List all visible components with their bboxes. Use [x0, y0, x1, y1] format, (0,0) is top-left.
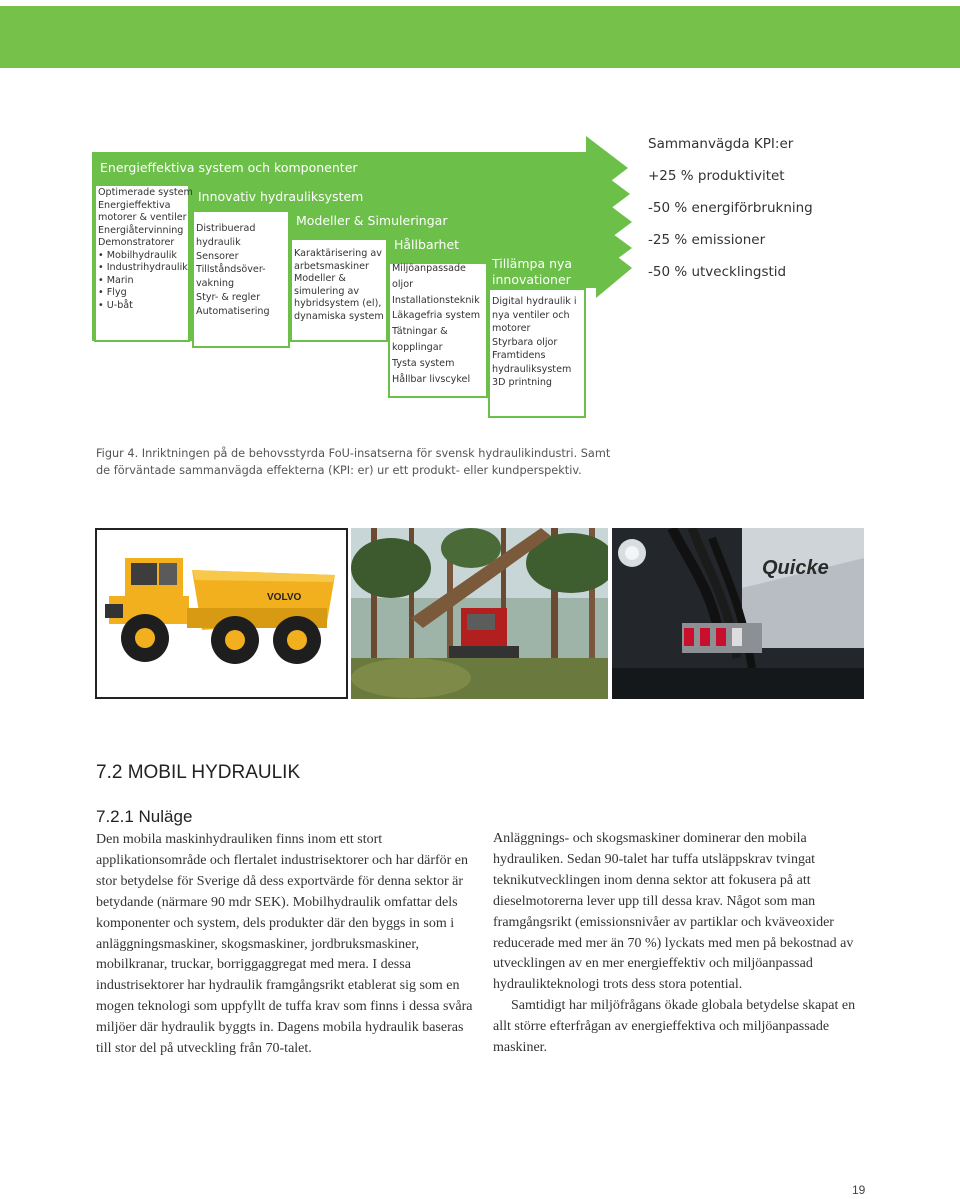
stage-title-3: Modeller & Simuleringar: [296, 213, 448, 228]
stage-list-1: Optimerade system Energieffektiva motorer & ventiler Energiåtervinning Demonstratorer • Mobilhydraulik • Industrihydraulik • Marin • Flyg • U-båt: [98, 187, 193, 311]
stage-list-2: Distribuerad hydraulik Sensorer Tillståndsöver- vakning Styr- & regler Automatisering: [196, 223, 270, 317]
page-number: 19: [852, 1183, 866, 1197]
stage-list-5: Digital hydraulik i nya ventiler och motorer Styrbara oljor Framtidens hydrauliksystem 3D printning: [492, 296, 577, 388]
research-direction-diagram: [92, 136, 632, 431]
photo-articulated-dumper: [95, 528, 348, 699]
body-column-right: [493, 829, 868, 1059]
body-column-left: [96, 830, 476, 1060]
kpi-title: Sammanvägda KPI:er: [648, 136, 794, 152]
stage-list-4: Miljöanpassade oljor Installationsteknik Läkagefria system Tätningar & kopplingar Tysta system Hållbar livscykel: [392, 263, 481, 385]
photo-tractor-hydraulics: [612, 528, 864, 699]
stage-title-5a: Tillämpa nya: [492, 256, 573, 271]
section-heading: 7.2 MOBIL HYDRAULIK: [96, 762, 301, 783]
kpi-item: -25 % emissioner: [648, 232, 766, 248]
body-paragraph: Samtidigt har miljöfrågans ökade globala betydelse skapat en allt större efterfrågan av energieffektiva och miljöanpassade maskiner.: [493, 998, 856, 1056]
stage-list-3: Karaktärisering av arbetsmaskiner Modeller & simulering av hybridsystem (el), dynamiska system: [294, 248, 384, 322]
stage-title-5b: innovationer: [492, 272, 571, 287]
header-green-bar: [0, 6, 960, 68]
figure-caption: Figur 4. Inriktningen på de behovsstyrda FoU-insatserna för svensk hydraulikindustri. Samt de förväntade sammanvägda effekterna (KPI: er) ur ett produkt- eller kundperspektiv.: [96, 447, 611, 477]
photo-forest-harvester: [351, 528, 608, 699]
body-paragraph: Den mobila maskinhydrauliken finns inom ett stort applikationsområde och flertalet industrisektorer och har därför en stor betydelse för Sverige då dess exportvärde för denna sektor är betydande (närmare 90 mdr SEK). Mobilhydraulik omfattar dels komponenter och system, dels produkter där den byggs in som i anläggningsmaskiner, skogsmaskiner, jordbruksmaskiner, mobilkranar, truckar, borriggaggregat med mera. I dessa industrisektorer har hydraulik framgångsrikt etablerat sig som en mogen teknologi som uppfyllt de tuffa krav som finns i dessa svåra miljöer där hydraulik byggts in. Dagens mobila hydraulik baseras till stor del på utveckling från 70-talet.: [96, 832, 473, 1057]
kpi-item: +25 % produktivitet: [648, 168, 785, 184]
subsection-heading: 7.2.1 Nuläge: [96, 807, 193, 826]
body-paragraph: Anläggnings- och skogsmaskiner dominerar den mobila hydrauliken. Sedan 90-talet har tuffa utsläppskrav tvingat teknikutvecklingen inom denna sektor att fokusera på att dieselmotorerna lever upp till dessa krav. Något som man framgångsrikt (emissionsnivåer av partiklar och kväveoxider reducerade med mer än 70 %) lyckats med men på bekostnad av utvecklingen av en mer energieffektiv och miljöanpassad hydraulikteknologi trots dess stora potential.: [493, 831, 854, 993]
stage-title-1: Energieffektiva system och komponenter: [100, 160, 358, 175]
kpi-item: -50 % utvecklingstid: [648, 264, 787, 280]
kpi-item: -50 % energiförbrukning: [648, 200, 813, 216]
svg-text:Quicke: Quicke: [762, 557, 829, 579]
kpi-list: [648, 128, 813, 288]
svg-text:VOLVO: VOLVO: [267, 592, 302, 603]
stage-title-2: Innovativ hydrauliksystem: [198, 189, 364, 204]
stage-title-4: Hållbarhet: [394, 237, 460, 252]
